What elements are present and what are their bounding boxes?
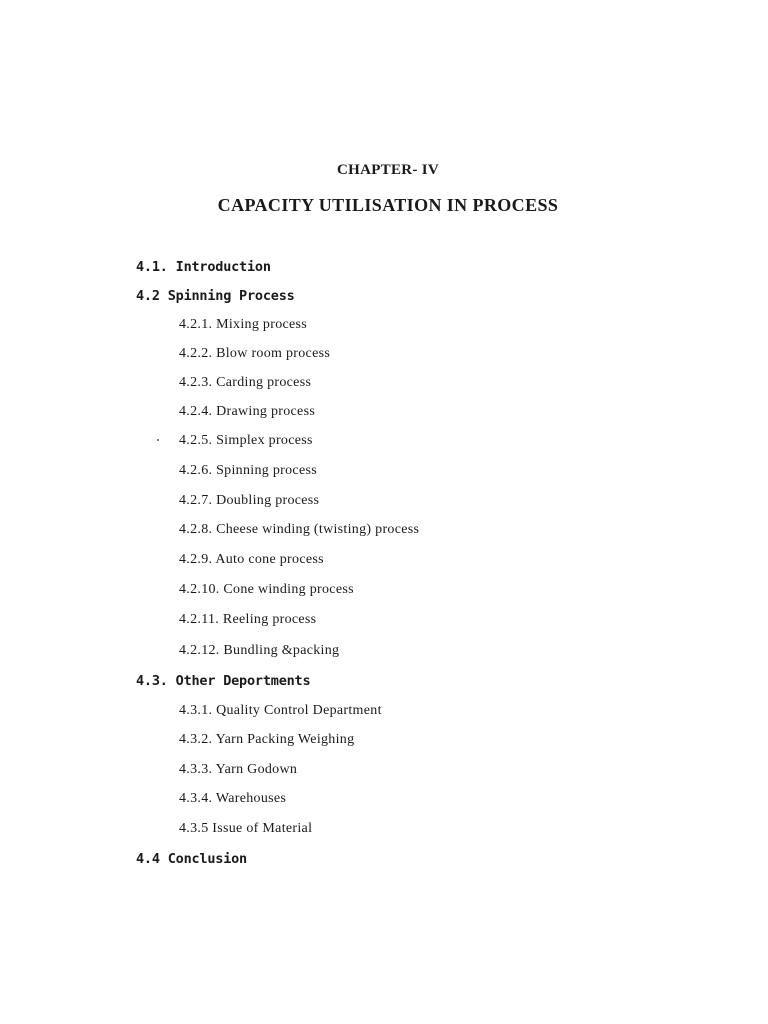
toc-subsection: 4.2.2. Blow room process [179,346,331,361]
chapter-label: CHAPTER- IV [336,162,440,178]
toc-subsection: 4.2.8. Cheese winding (twisting) process [179,522,420,537]
toc-subsection: 4.3.4. Warehouses [179,791,287,806]
scan-speck [157,439,159,441]
toc-subsection: 4.3.3. Yarn Godown [179,762,298,777]
toc-subsection: 4.3.2. Yarn Packing Weighing [179,732,355,747]
toc-section: 4.3. Other Deportments [136,673,311,689]
chapter-title: CAPACITY UTILISATION IN PROCESS [217,195,559,215]
toc-subsection: 4.2.9. Auto cone process [179,552,324,567]
toc-subsection: 4.2.4. Drawing process [179,404,316,419]
toc-subsection: 4.2.3. Carding process [179,375,312,390]
toc-subsection: 4.2.6. Spinning process [179,463,317,478]
toc-subsection: 4.2.5. Simplex process [179,433,313,448]
toc-subsection: 4.3.5 Issue of Material [179,821,313,836]
toc-subsection: 4.2.7. Doubling process [179,493,320,508]
toc-subsection: 4.2.10. Cone winding process [179,582,354,597]
toc-subsection: 4.3.1. Quality Control Department [179,703,382,718]
toc-section: 4.1. Introduction [136,259,271,275]
toc-subsection: 4.2.12. Bundling &packing [179,643,340,658]
toc-subsection: 4.2.11. Reeling process [179,612,317,627]
toc-subsection: 4.2.1. Mixing process [179,317,308,332]
toc-section: 4.4 Conclusion [136,851,247,867]
toc-section: 4.2 Spinning Process [136,288,295,304]
